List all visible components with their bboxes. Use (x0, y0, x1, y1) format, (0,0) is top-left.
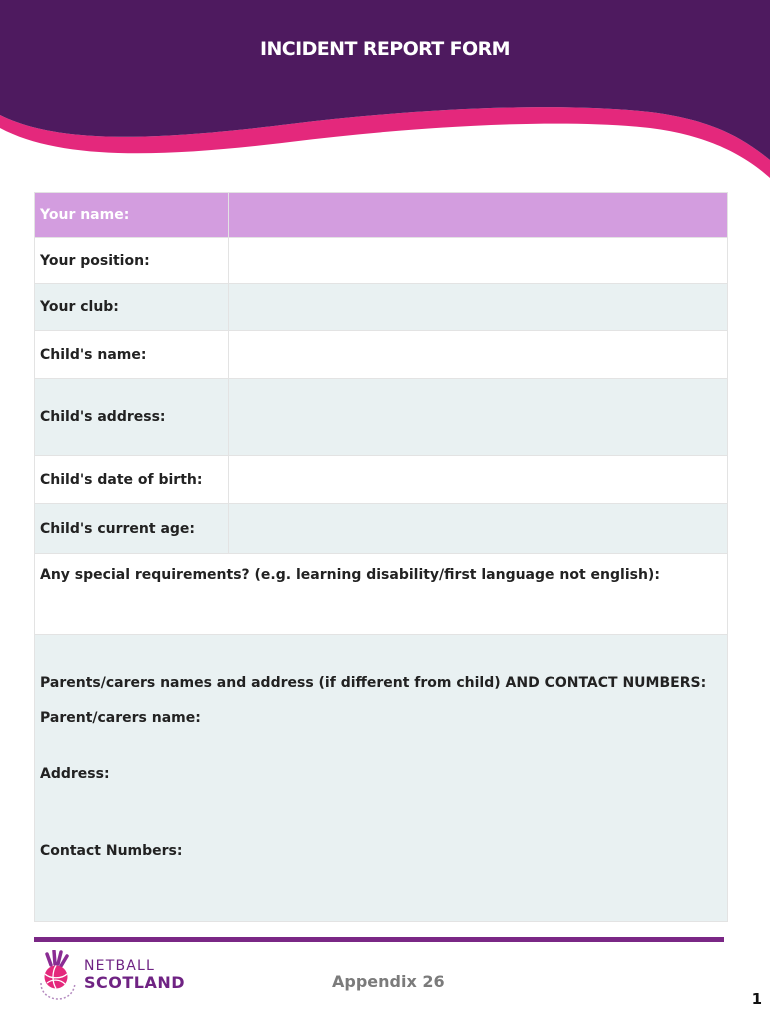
form-row-childs-age (35, 504, 728, 554)
special-requirements-label: Any special requirements? (e.g. learning disability/first language not english): (40, 567, 660, 583)
form-row-your-club (35, 284, 728, 331)
form-row-childs-dob (35, 456, 728, 504)
parents-carers-field[interactable] (35, 635, 728, 922)
field-your-name[interactable] (229, 193, 728, 238)
form-row-your-position (35, 238, 728, 284)
incident-form-table (34, 192, 728, 922)
form-row-special-requirements (35, 554, 728, 635)
field-childs-name[interactable] (229, 331, 728, 379)
netball-scotland-logo (38, 950, 188, 1000)
label-your-position: Your position: (35, 238, 229, 284)
logo-text-scotland: SCOTLAND (84, 973, 186, 992)
page-number: 1 (751, 990, 762, 1008)
field-your-club[interactable] (229, 284, 728, 331)
form-row-childs-address (35, 379, 728, 456)
field-your-position[interactable] (229, 238, 728, 284)
label-childs-name: Child's name: (35, 331, 229, 379)
thistle-netball-icon (38, 950, 80, 1000)
header-banner (0, 0, 770, 200)
label-your-club: Your club: (35, 284, 229, 331)
label-childs-address: Child's address: (35, 379, 229, 456)
label-childs-age: Child's current age: (35, 504, 229, 554)
field-childs-address[interactable] (229, 379, 728, 456)
contact-numbers-label: Contact Numbers: (40, 843, 183, 859)
page-title: INCIDENT REPORT FORM (260, 38, 510, 60)
field-childs-dob[interactable] (229, 456, 728, 504)
form-row-childs-name (35, 331, 728, 379)
logo-text-netball: NETBALL (84, 958, 156, 974)
special-requirements-field[interactable] (35, 554, 728, 635)
field-childs-age[interactable] (229, 504, 728, 554)
parent-address-label: Address: (40, 766, 110, 782)
form-row-your-name (35, 193, 728, 238)
appendix-label: Appendix 26 (332, 972, 445, 991)
footer-divider (34, 937, 724, 942)
label-childs-dob: Child's date of birth: (35, 456, 229, 504)
label-your-name: Your name: (35, 193, 229, 238)
form-row-parents-carers (35, 635, 728, 922)
header-wave-graphic (0, 0, 770, 200)
parent-name-label: Parent/carers name: (40, 710, 201, 726)
parents-heading: Parents/carers names and address (if different from child) AND CONTACT NUMBERS: (40, 675, 707, 691)
